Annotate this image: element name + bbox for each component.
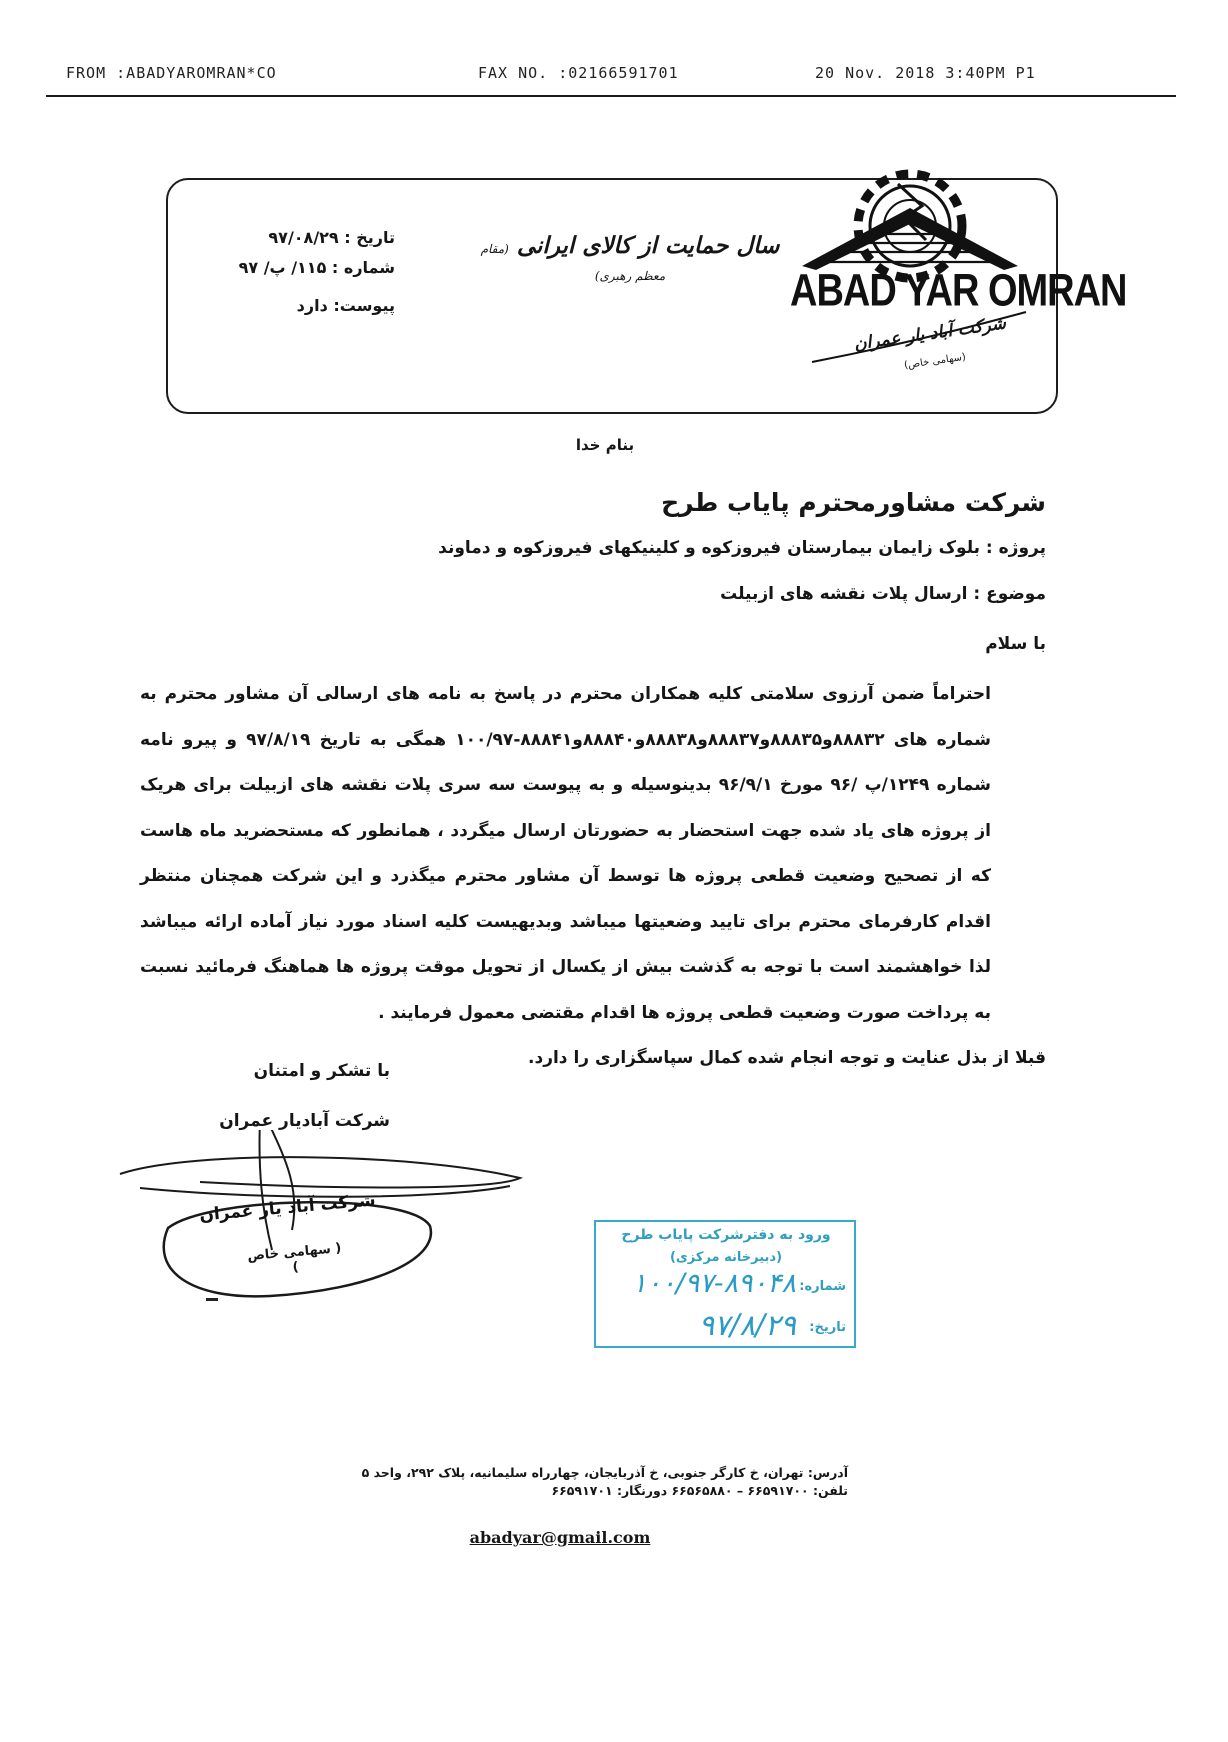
- subject-line: موضوع : ارسال پلات نقشه های ازبیلت: [720, 584, 1046, 604]
- footer-email-link[interactable]: abadyar@gmail.com: [469, 1528, 651, 1547]
- letter-number-value: ۱۱۵/ پ/ ۹۷: [238, 258, 327, 277]
- receipt-date-value: ۹۷/۸/۲۹: [698, 1308, 796, 1342]
- letter-date-value: ۹۷/۰۸/۲۹: [268, 228, 339, 247]
- receipt-number-label: شماره:: [799, 1279, 846, 1294]
- fax-from: FROM :ABADYAROMRAN*CO: [66, 64, 277, 82]
- fax-number: FAX NO. :02166591701: [478, 64, 679, 82]
- bismillah: بنام خدا: [575, 436, 635, 454]
- fax-header-divider: [46, 95, 1176, 97]
- receipt-date-label: تاریخ:: [809, 1320, 846, 1335]
- footer-address: آدرس: تهران، خ کارگر جنوبی، خ آذربایجان، چهارراه سلیمانیه، پلاک ۲۹۲، واحد ۵: [361, 1465, 848, 1480]
- letter-attachment: [250, 296, 395, 315]
- letter-attachment-label: پیوست:: [333, 296, 395, 315]
- letter-number-label: شماره :: [331, 258, 395, 277]
- logo-wordmark: ABAD YAR OMRAN: [790, 265, 1127, 317]
- recipient-line: شرکت مشاورمحترم پایاب طرح: [661, 488, 1046, 517]
- fax-date-time: 20 Nov. 2018 3:40PM P1: [815, 64, 1036, 82]
- footer-phone: تلفن: ۶۶۵۹۱۷۰۰ – ۶۶۵۶۵۸۸۰ دورنگار: ۶۶۵۹۱۷۰۱: [551, 1483, 848, 1498]
- body-paragraph-2: قبلا از بذل عنایت و توجه انجام شده کمال سپاسگزاری را دارد.: [528, 1048, 1046, 1068]
- project-line: پروژه : بلوک زایمان بیمارستان فیروزکوه و کلینیکهای فیروزکوه و دماوند: [438, 538, 1046, 558]
- receipt-stamp: [594, 1220, 856, 1348]
- receipt-stamp-subtitle: (دبیرخانه مرکزی): [669, 1250, 783, 1265]
- slogan-text: سال حمایت از کالای ایرانی: [516, 232, 780, 259]
- letter-body: [140, 672, 1046, 1082]
- company-logo: [790, 166, 1127, 411]
- logo-persian-subtitle: (سهامی خاص): [903, 351, 967, 372]
- logo-persian-name: شرکت آباد یار عمران: [852, 313, 1008, 355]
- letter-number: [230, 258, 395, 277]
- signature-stamp-graphic: [110, 1130, 530, 1320]
- letter-date: [250, 228, 395, 247]
- body-paragraph-1: احتراماً ضمن آرزوی سلامتی کلیه همکاران محترم در پاسخ به نامه های ارسالی آن مشاور محترم به شماره های ۸۸۸۳۲و۸۸۸۳۵و۸۸۸۳۷و۸۸۸۳۸و۸۸۸۴۰و۸۸۸۴۱-۱۰۰/۹۷ همگی به تاریخ ۹۷/۸/۱۹ و پیرو نامه شماره ۱۲۴۹/پ /۹۶ مورخ ۹۶/۹/۱ بدینوسیله و به پیوست سه سری پلات نقشه های ازبیلت برای هریک از پروژه های یاد شده جهت استحضار به حضورتان ارسال میگردد ، همانطور که مستحضرید ماه هاست که از تصحیح وضعیت قطعی پروژه ها توسط آن مشاور محترم میگذرد و این شرکت همچنان منتظر اقدام کارفرمای محترم برای تایید وضعیتها میباشد وبدیهیست کلیه اسناد مورد نیاز آماده ارائه میباشد لذا خواهشمند است با توجه به گذشت بیش از یکسال از تحویل موقت پروژه ها هماهنگ فرمائید نسبت به پرداخت صورت وضعیت قطعی پروژه ها اقدام مقتضی معمول فرمایند .: [140, 684, 991, 1023]
- slogan: [470, 232, 790, 286]
- footer-address-block: [330, 1464, 848, 1500]
- receipt-stamp-title: ورود به دفترشرکت پایاب طرح: [621, 1227, 831, 1243]
- company-stamp-subtitle: ( سهامی خاص ): [246, 1240, 342, 1276]
- slogan-note: (مقام معظم رهبری): [480, 242, 666, 283]
- closing-thanks: با تشکر و امتنان: [253, 1061, 390, 1081]
- closing-company: شرکت آبادیار عمران: [219, 1111, 390, 1131]
- company-stamp-text: شرکت آباد یار عمران: [198, 1190, 377, 1226]
- greeting: با سلام: [985, 634, 1046, 654]
- margin-mark: [206, 1298, 218, 1301]
- receipt-number-value: ۱۰۰/۹۷-۸۹۰۴۸: [632, 1268, 796, 1299]
- letter-date-label: تاریخ :: [344, 228, 395, 247]
- letter-attachment-value: دارد: [296, 296, 328, 315]
